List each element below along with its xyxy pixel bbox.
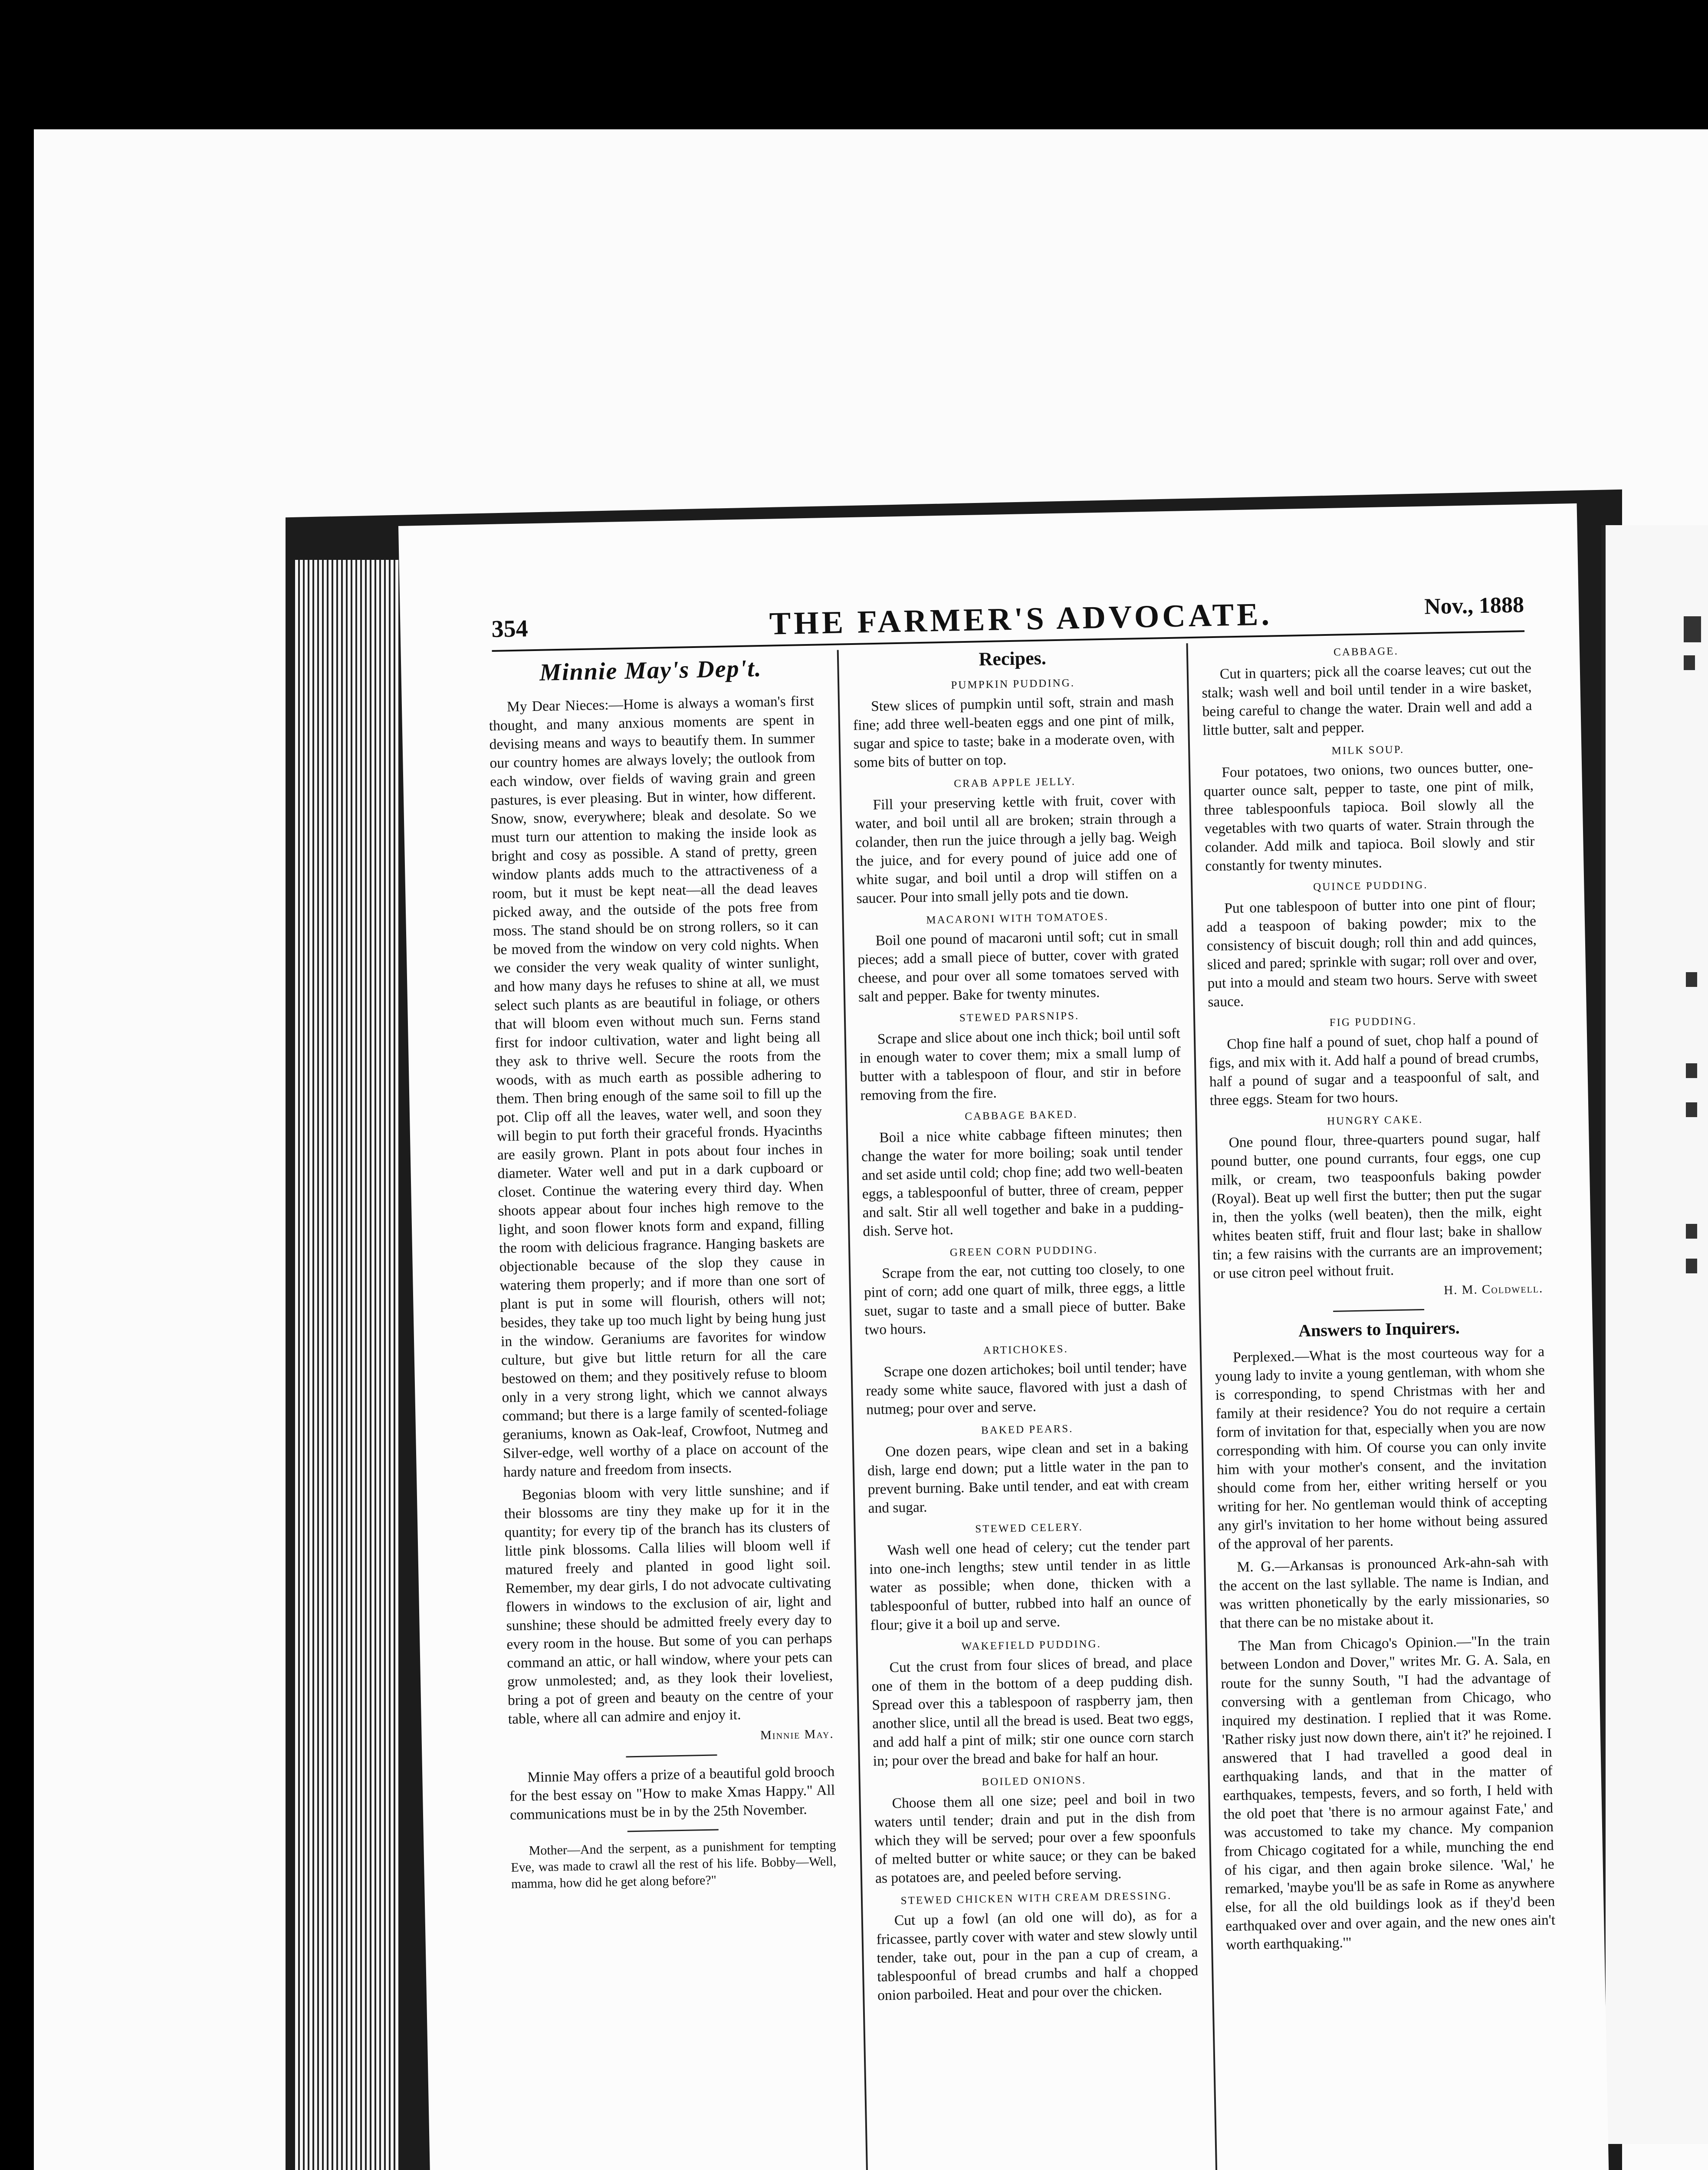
recipe-text: Scrape from the ear, not cutting too closely, to one pint of corn; add one quart of milk, three eggs, a little suet, sugar to taste and a small piece of butter. Bake two hours. — [864, 1259, 1186, 1338]
recipes-signature: H. M. Coldwell. — [1443, 1281, 1544, 1298]
column-recipes-and-answers — [1186, 637, 1563, 2170]
recipe-text: Stew slices of pumpkin until soft, strain and mash fine; add three well-beaten eggs and one pint of milk, sugar and spice to taste; bake in a moderate oven, with some bits of butter on top. — [853, 692, 1175, 771]
recipe-text: One dozen pears, wipe clean and set in a baking dish, large end down; put a little water in the pan to prevent burning. Bake until tender, and eat with cream and sugar. — [867, 1438, 1189, 1516]
newspaper-page — [398, 503, 1612, 2170]
answer-paragraph: M. G.—Arkansas is pronounced Ark-ahn-sah with the accent on the last syllable. The name is Indian, and was written phonetically by the early missionaries, so that there can be no mistake about it. — [1219, 1553, 1550, 1632]
prize-notice: Minnie May offers a prize of a beautiful gold brooch for the best essay on "How to make Xmas Happy." All communications must be in by the 25th November. — [509, 1763, 835, 1823]
recipe-name: WAKEFIELD PUDDING. — [961, 1638, 1102, 1653]
page-number: 354 — [491, 615, 529, 643]
answer-paragraph: Perplexed.—What is the most courteous way for a young lady to invite a young gentleman, with whom she is corresponding, to spend Christmas with her and family at their residence? You do not require a certain form of invitation for that, especially when you are now corresponding with him. Of course you can only invite him with your mother's consent, and the invitation should come from her, either writing herself or you writing for her. No gentleman would think of accepting any girl's invitation to her home without being assured of the approval of her parents. — [1215, 1343, 1548, 1553]
recipe-text: Cut up a fowl (an old one will do), as for a fricassee, partly cover with water and stew slowly until tender, take out, pour in the pan a cup of cream, a tablespoonful of bread crumbs and half a chopped onion parboiled. Heat and pour over the chicken. — [876, 1907, 1199, 2004]
recipe-text: Four potatoes, two onions, two ounces butter, one-quarter ounce salt, pepper to taste, one pint of milk, three tablespoonfuls tapioca. Boil slowly all the vegetables with two quarts of water. Strain through the colander. Add milk and tapioca. Boil slowly and stir constantly for twenty minutes. — [1203, 758, 1535, 875]
recipe-name: HUNGRY CAKE. — [1327, 1113, 1423, 1128]
recipe-text: Wash well one head of celery; cut the tender part into one-inch lengths; stew until tender in as little water as possible; when done, thicken with a tablespoonful of butter, rubbed into half an ounce of flour; give it a boil up and serve. — [869, 1536, 1192, 1634]
recipe-text: Put one tablespoon of butter into one pint of flour; add a teaspoon of baking powder; mix to the consistency of biscuit dough; roll thin and add quinces, sliced and pared; sprinkle with sugar; roll over and over, put into a mould and steam two hours. Serve with sweet sauce. — [1206, 894, 1537, 1010]
recipe-name: GREEN CORN PUDDING. — [949, 1244, 1098, 1259]
letter-signature: Minnie May. — [760, 1727, 834, 1743]
recipe-name: ARTICHOKES. — [983, 1343, 1068, 1357]
department-title: Minnie May's Dep't. — [539, 654, 762, 686]
answer-paragraph: The Man from Chicago's Opinion.—"In the train between London and Dover," writes Mr. G. A. Sala, en route for the sunny South, "I had the advantage of conversing with a gentleman from Chicago, who inquired my destination. I replied that it was Rome. 'Rather risky just now down there, ain't it?' he rejoined. I answered that I had travelled a good deal in earthquaking lands, and that in the matter of earthquakes, tempests, fevers, and so forth, I held with the old poet that 'there is no armour against Fate,' and was accustomed to take my chance. My companion from Chicago cogitated for a while, munching the end of his cigar, and then again broke silence. 'Wal,' he remarked, 'maybe you'll be as safe in Rome as anywhere else, for all the old buildings look as if they'd been earthquaked over and over again, and the new ones ain't worth earthquaking.'" — [1220, 1632, 1556, 1953]
recipe-text: Cut in quarters; pick all the coarse leaves; cut out the stalk; wash well and boil until tender in a wire basket, being careful to change the water. Drain well and add a little butter, salt and pepper. — [1202, 660, 1532, 739]
recipe-text: Fill your preserving kettle with fruit, cover with water, and boil until all are broken; strain through a colander, then run the juice through a jelly bag. Weigh the juice, and for every pound of juice add one of white sugar, and boil until a drop will stiffen on a saucer. Pour into small jelly pots and tie down. — [855, 791, 1178, 907]
recipe-name: STEWED CELERY. — [975, 1521, 1084, 1535]
page-edges — [295, 560, 399, 2170]
letter-paragraph: My Dear Nieces:—Home is always a woman's first thought, and many anxious moments are spent in devising means and ways to beautify them. In summer our country homes are always lovely; the outlook from each window, over fields of waving grain and green pastures, is ever pleasing. But in winter, how different. Snow, snow, everywhere; bleak and desolate. So we must turn our attention to making the inside look as bright and cosy as possible. A stand of pretty, green window plants adds much to the attractiveness of a room, but it must be kept neat—all the dead leaves picked away, and the outside of the pots free from moss. The stand should be on strong rollers, so it can be moved from the window on very cold nights. When we consider the very weak quality of winter sunlight, and how many days he refuses to shine at all, we must select such plants as are beautiful in foliage, or others that will bloom even without much sun. Ferns stand first for indoor cultivation, water and light being all they ask to thrive well. Secure the roots from the woods, with as much earth as possible adhering to them. Then bring enough of the same soil to fill up the pot. Clip off all the leaves, water well, and soon they will begin to put forth their graceful fronds. Hyacinths are easily grown. Plant in pots about four inches in diameter. Water well and put in a dark cupboard or closet. Continue the watering every third day. When shoots appear about four inches high remove to the light, and soon flower knots form and expand, filling the room with delicious fragrance. Hanging baskets are objectionable because of the slop they cause in watering them properly; and if more than one sort of plant is put in some will flourish, others will not; besides, they take up too much light by being hung just in the window. Geraniums are favorites for window culture, but give but little return for all the care bestowed on them; and they positively refuse to bloom only in a very strong light, which we cannot always command; but there is a large family of scented-foliage geraniums, known as Oak-leaf, Crowfoot, Nutmeg and Silver-edge, well worthy of a place on account of the hardy nature and freedom from insects. — [489, 693, 829, 1480]
recipe-text: Choose them all one size; peel and boil in two waters until tender; drain and put in the dish from which they will be served; pour over a few spoonfuls of melted butter or white sauce; or they can be baked as potatoes are, and peeled before serving. — [874, 1789, 1196, 1887]
recipe-text: Scrape one dozen artichokes; boil until tender; have ready some white sauce, flavored with just a dash of nutmeg; pour over and serve. — [866, 1358, 1187, 1418]
issue-date: Nov., 1888 — [1424, 592, 1524, 619]
recipe-name: MACARONI WITH TOMATOES. — [926, 911, 1109, 926]
recipe-name: BOILED ONIONS. — [982, 1774, 1087, 1788]
recipe-name: CABBAGE. — [1333, 645, 1399, 658]
recipe-name: CRAB APPLE JELLY. — [954, 776, 1076, 790]
masthead: THE FARMER'S ADVOCATE. — [769, 596, 1273, 642]
column-recipes — [837, 644, 1205, 2170]
answers-title: Answers to Inquirers. — [1298, 1318, 1460, 1341]
recipe-text: Cut the crust from four slices of bread, and place one of them in the bottom of a deep pudding dish. Spread over this a tablespoon of raspberry jam, then another slice, until all the bread is used. Beat two eggs, and add half a pint of milk; stir one ounce corn starch in; pour over the bread and bake for half an hour. — [871, 1654, 1194, 1769]
letter-paragraph: Begonias bloom with very little sunshine; and if their blossoms are tiny they make up for it in the quantity; for every tip of the branch has its clusters of little pink blossoms. Calla lilies will bloom well if matured freely and planted in good light soil. Remember, my dear girls, I do not advocate cultivating flowers in windows to the exclusion of air, light and sunshine; these should be admitted freely every day to every room in the house. But some of you can perhaps command an attic, or hall window, where your pets can grow unmolested; and, as they look their loveliest, bring a pot of green and beauty on the centre of your table, where all can admire and enjoy it. — [504, 1481, 834, 1727]
recipe-name: CABBAGE BAKED. — [965, 1108, 1078, 1123]
recipe-name: BAKED PEARS. — [981, 1423, 1074, 1437]
recipe-text: Chop fine half a pound of suet, chop half a pound of figs, and mix with it. Add half a pound of bread crumbs, half a pound of sugar and a teaspoonful of salt, and three eggs. Steam for two hours. — [1209, 1030, 1540, 1109]
recipe-text: Scrape and slice about one inch thick; boil until soft in enough water to cover them; mix a small lump of butter with a tablespoon of flour, and stir in before removing from the fire. — [859, 1025, 1181, 1104]
facing-page-edge — [1601, 525, 1708, 2144]
recipe-name: STEWED CHICKEN WITH CREAM DRESSING. — [900, 1890, 1172, 1907]
recipe-text: Boil a nice white cabbage fifteen minutes; then change the water for more boiling; soak until tender and set aside until cold; chop fine; add two well-beaten eggs, a tablespoonful of butter, three of cream, pepper and salt. Stir all well together and bake in a pudding-dish. Serve hot. — [861, 1124, 1184, 1240]
recipe-name: FIG PUDDING. — [1329, 1015, 1417, 1029]
recipe-text: Boil one pound of macaroni until soft; cut in small pieces; add a small piece of butter, cover with grated cheese, and pour over all some tomatoes served with salt and pepper. Bake for twenty minutes. — [857, 927, 1179, 1005]
recipes-title: Recipes. — [979, 647, 1047, 670]
recipe-name: MILK SOUP. — [1331, 743, 1405, 757]
divider — [626, 1754, 717, 1757]
anecdote: Mother—And the serpent, as a punishment for tempting Eve, was made to crawl all the rest of his life. Bobby—Well, mamma, how did he get along before?" — [511, 1838, 837, 1891]
divider — [627, 1829, 719, 1832]
column-minnie-may — [488, 651, 845, 2170]
divider — [1333, 1309, 1424, 1312]
recipe-text: One pound flour, three-quarters pound sugar, half pound butter, one pound currants, four eggs, one cup milk, or cream, two teaspoonfuls baking powder (Royal). Beat up well first the butter; then put the sugar in, then the yolks (well beaten), then the milk, eight whites beaten stiff, fruit and flour last; bake in shallow tin; a few raisins with the currants are an improvement; or use citron peel without fruit. — [1211, 1128, 1543, 1282]
recipe-name: PUMPKIN PUDDING. — [951, 677, 1075, 691]
recipe-name: STEWED PARSNIPS. — [959, 1010, 1080, 1024]
recipe-name: QUINCE PUDDING. — [1313, 879, 1428, 893]
